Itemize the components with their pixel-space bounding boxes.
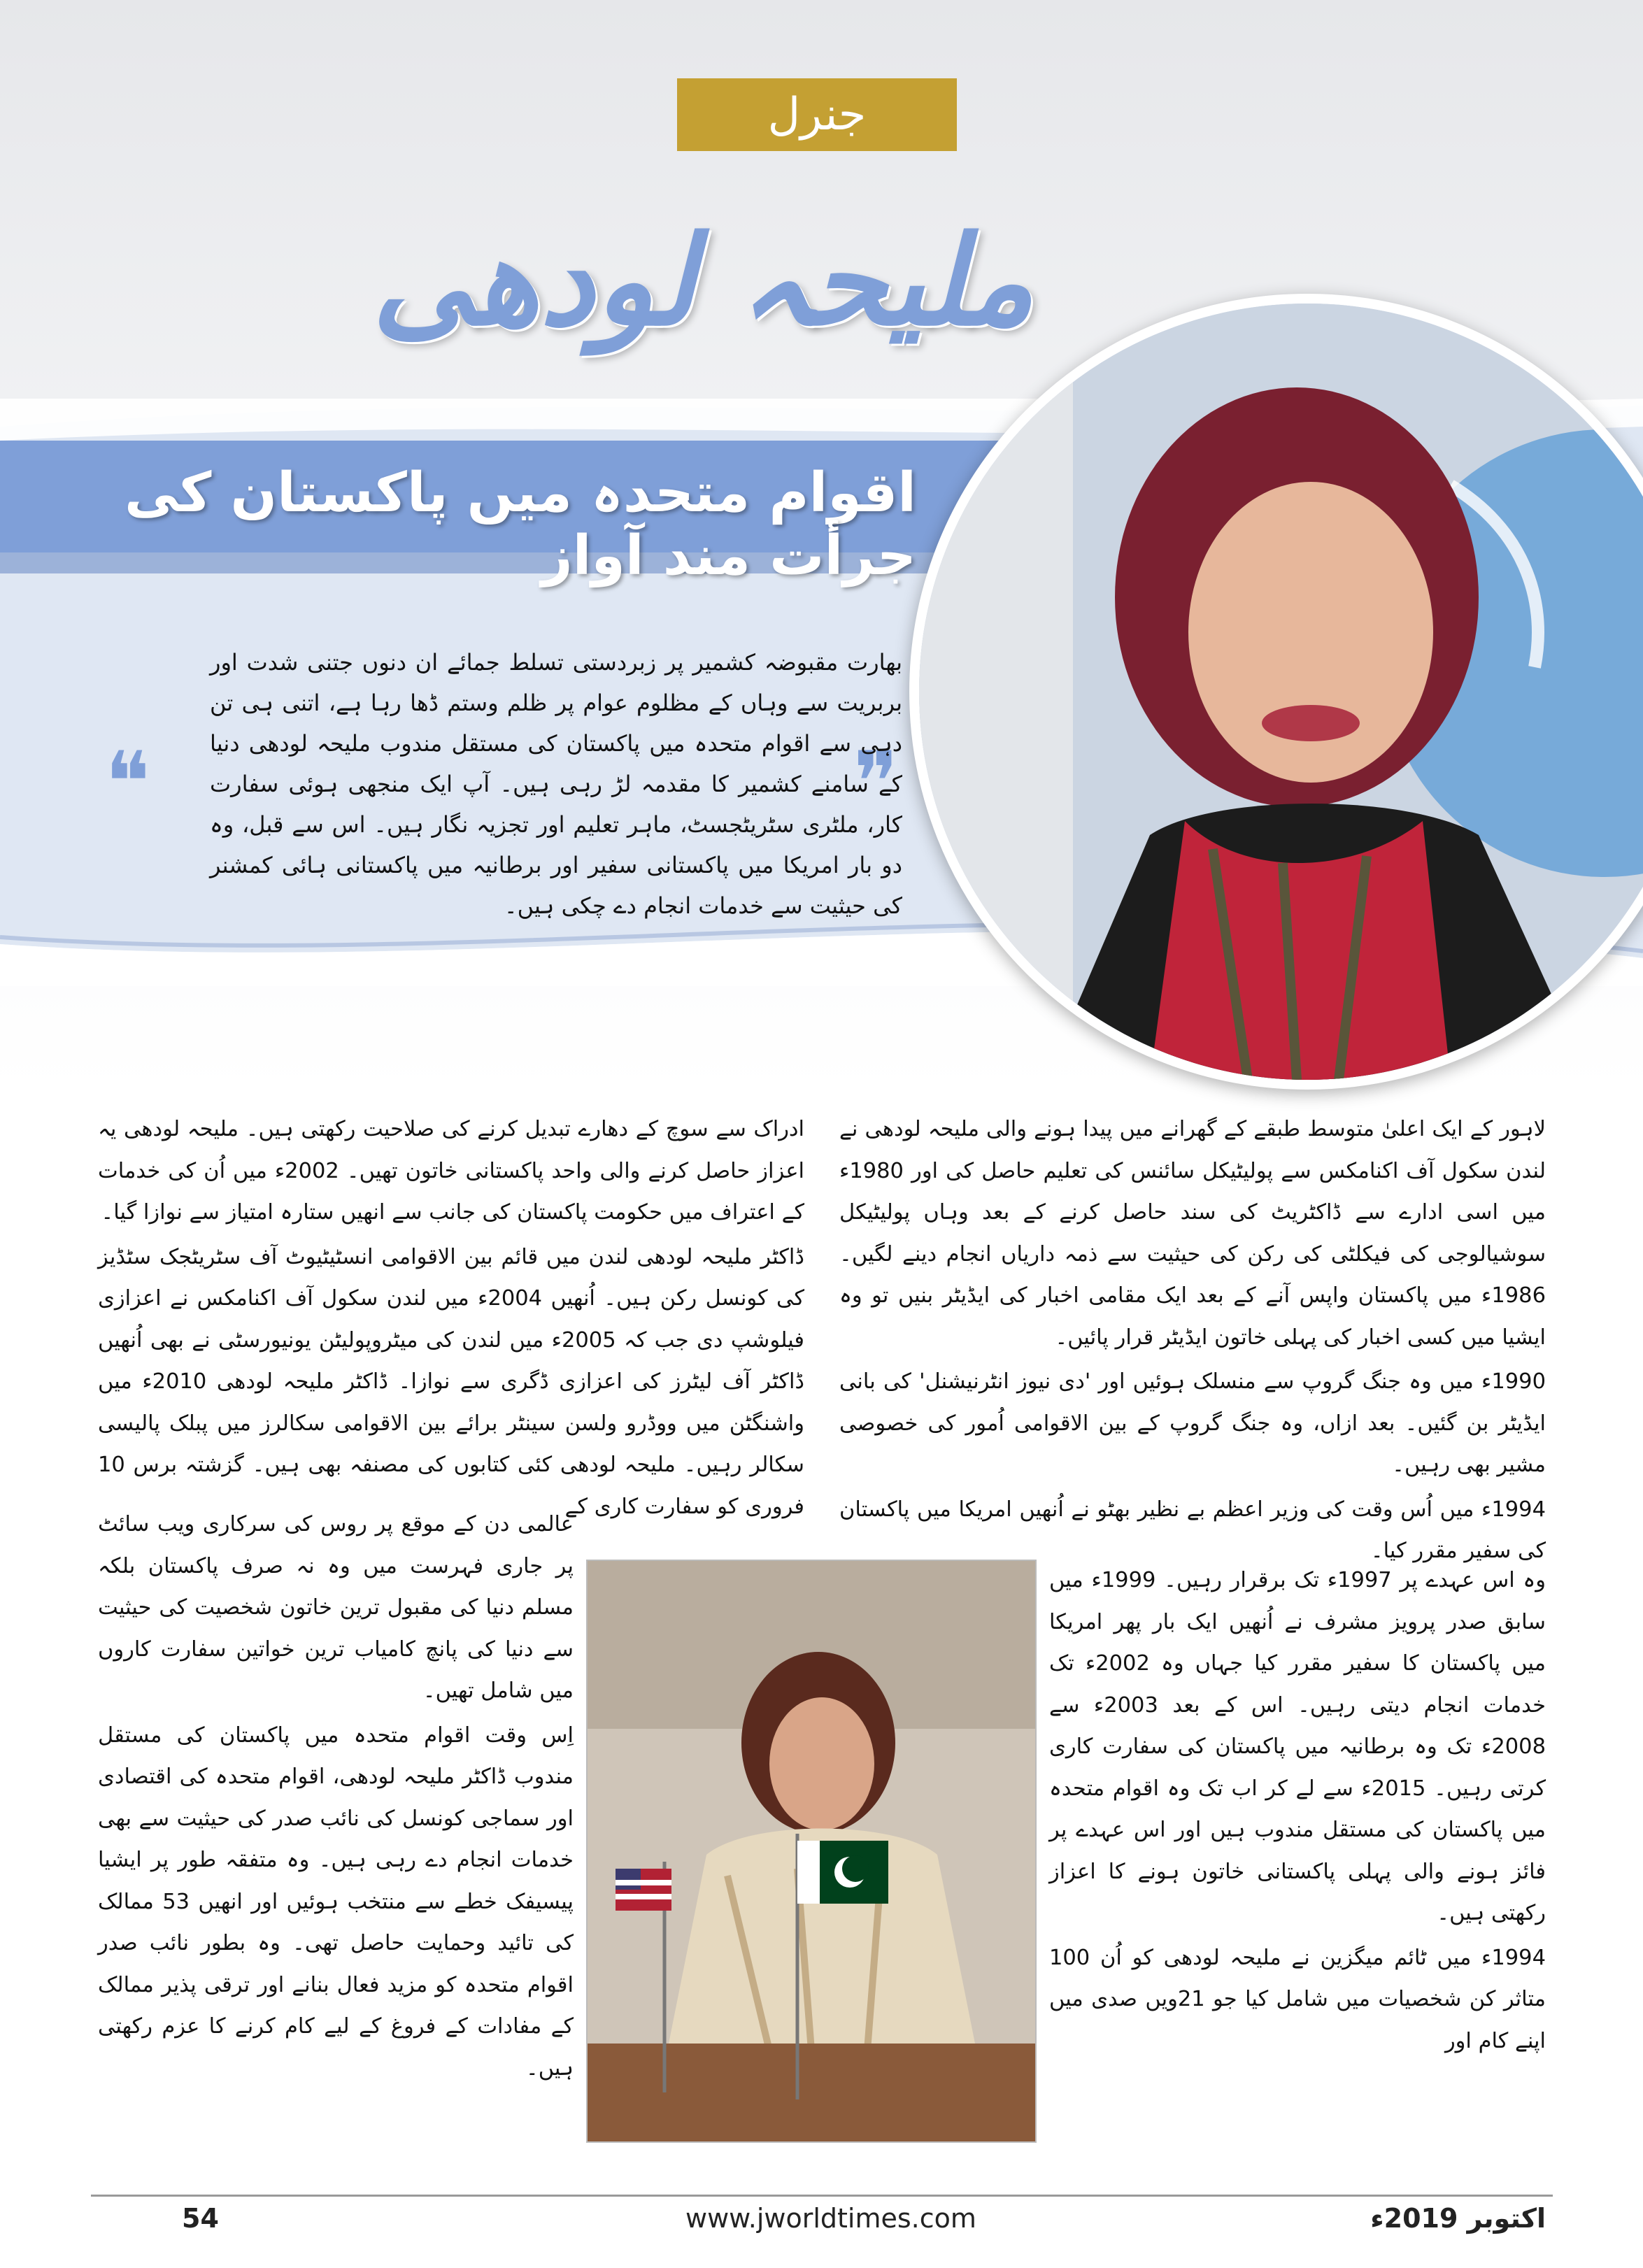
column-right <box>839 1108 1546 1575</box>
issue-date: اکتوبر 2019ء <box>1370 2203 1546 2234</box>
article-title: ملیحہ لودھی <box>371 210 1034 353</box>
section-tag: جنرل <box>677 78 957 151</box>
paragraph: اِس وقت اقوام متحدہ میں پاکستان کی مستقل مندوب ڈاکٹر ملیحہ لودھی، اقوام متحدہ کی اقتصادی اور سماجی کونسل کی نائب صدر کی حیثیت سے بھی خدمات انجام دے رہی ہیں۔ وہ متفقہ طور پر ایشیا پیسیفک خطے سے منتخب ہوئیں اور انھیں 53 ممالک کی تائید وحمایت حاصل تھی۔ وہ بطور نائب صدر اقوام متحدہ کو مزید فعال بنانے اور ترقی پذیر ممالک کے مفادات کے فروغ کے لیے کام کرنے کا عزم رکھتی ہیں۔ <box>98 1723 574 2081</box>
paragraph: لاہور کے ایک اعلیٰ متوسط طبقے کے گھرانے میں پیدا ہونے والی ملیحہ لودھی نے لندن سکول آف اکنامکس سے پولیٹیکل سائنس کی تعلیم حاصل کی اور 1980ء میں اسی ادارے سے ڈاکٹریٹ کی سند حاصل کرنے کے بعد وہاں پولیٹیکل سوشیالوجی کی فیکلٹی کی رکن کی حیثیت سے ذمہ داریاں انجام دینے لگیں۔ 1986ء میں پاکستان واپس آنے کے بعد ایک مقامی اخبار کی ایڈیٹر بنیں تو وہ ایشیا میں کسی اخبار کی پہلی خاتون ایڈیٹر قرار پائیں۔ <box>839 1117 1546 1350</box>
secondary-photo <box>586 1560 1037 2143</box>
paragraph: ڈاکٹر ملیحہ لودھی لندن میں قائم بین الاقوامی انسٹیٹیوٹ آف سٹریٹجک سٹڈیز کی کونسل رکن ہیں۔ اُنھیں 2004ء میں لندن سکول آف اکنامکس نے اعزازی فیلوشپ دی جب کہ 2005ء میں لندن کی میٹروپولیٹن یونیورسٹی نے بھی اُنھیں ڈاکٹر آف لیٹرز کی اعزازی ڈگری سے نوازا۔ ڈاکٹر ملیحہ لودھی 2010ء میں واشنگٹن میں ووڈرو ولسن سینٹر برائے بین الاقوامی سکالرز میں پبلک پالیسی سکالر رہیں۔ ملیحہ لودھی کئی کتابوں کی مصنفہ بھی ہیں۔ گزشتہ برس 10 فروری کو سفارت کاری کے <box>98 1244 805 1519</box>
footer-divider <box>91 2195 1553 2197</box>
quote-open-icon: ❞ <box>853 734 899 832</box>
intro-paragraph: بھارت مقبوضہ کشمیر پر زبردستی تسلط جمائے ان دنوں جتنی شدت اور بربریت سے وہاں کے مظلوم عوام پر ظلم وستم ڈھا رہا ہے، اتنی ہی تن دہی سے اقوام متحدہ میں پاکستان کی مستقل مندوب ملیحہ لودھی دنیا کے سامنے کشمیر کا مقدمہ لڑ رہی ہیں۔ آپ ایک منجھی ہوئی سفارت کار، ملٹری سٹریٹجسٹ، ماہر تعلیم اور تجزیہ نگار ہیں۔ اس سے قبل، وہ دو بار امریکا میں پاکستانی سفیر اور برطانیہ میں پاکستانی ہائی کمشنر کی حیثیت سے خدمات انجام دے چکی ہیں۔ <box>210 649 902 919</box>
quote-close-icon: ❝ <box>105 734 150 832</box>
paragraph: ادراک سے سوچ کے دھارے تبدیل کرنے کی صلاحیت رکھتی ہیں۔ ملیحہ لودھی یہ اعزاز حاصل کرنے والی واحد پاکستانی خاتون تھیں۔ 2002ء میں اُن کی خدمات کے اعتراف میں حکومت پاکستان کی جانب سے انھیں ستارہ امتیاز سے نوازا گیا۔ <box>98 1117 804 1225</box>
paragraph: وہ اس عہدے پر 1997ء تک برقرار رہیں۔ 1999ء میں سابق صدر پرویز مشرف نے اُنھیں ایک بار پھر امریکا میں پاکستان کا سفیر مقرر کیا جہاں وہ 2002ء تک خدمات انجام دیتی رہیں۔ اس کے بعد 2003ء سے 2008ء تک وہ برطانیہ میں پاکستان کی سفارت کاری کرتی رہیں۔ 2015ء سے لے کر اب تک وہ اقوام متحدہ میں پاکستان کی مستقل مندوب ہیں اور اس عہدے پر فائز ہونے والی پہلی پاکستانی خاتون ہونے کا اعزاز رکھتی ہیں۔ <box>1049 1568 1546 1925</box>
paragraph: عالمی دن کے موقع پر روس کی سرکاری ویب سائٹ پر جاری فہرست میں وہ نہ صرف پاکستان بلکہ مسلم دنیا کی مقبول ترین خاتون شخصیت کی حیثیت سے دنیا کی پانچ کامیاب ترین خواتین سفارت کاروں میں شامل تھیں۔ <box>98 1512 574 1703</box>
paragraph: 1990ء میں وہ جنگ گروپ سے منسلک ہوئیں اور 'دی نیوز انٹرنیشنل' کی بانی ایڈیٹر بن گئیں۔ بعد ازاں، وہ جنگ گروپ کے بین الاقوامی اُمور کی خصوصی مشیر بھی رہیں۔ <box>839 1369 1546 1477</box>
website-link: www.jworldtimes.com <box>685 2203 976 2234</box>
column-right-lower <box>1049 1560 1546 2064</box>
article-subtitle: اقوام متحدہ میں پاکستان کی جرأت مند آواز <box>125 462 916 587</box>
page-number: 54 <box>182 2203 219 2234</box>
paragraph: 1994ء میں اُس وقت کی وزیر اعظم بے نظیر بھٹو نے اُنھیں امریکا میں پاکستان کی سفیر مقرر کیا۔ <box>839 1497 1546 1563</box>
column-left-lower <box>98 1504 574 2092</box>
paragraph: 1994ء میں ٹائم میگزین نے ملیحہ لودھی کو اُن 100 متاثر کن شخصیات میں شامل کیا جو 21ویں صدی میں اپنے کام اور <box>1049 1945 1546 2053</box>
column-left <box>98 1108 804 1530</box>
